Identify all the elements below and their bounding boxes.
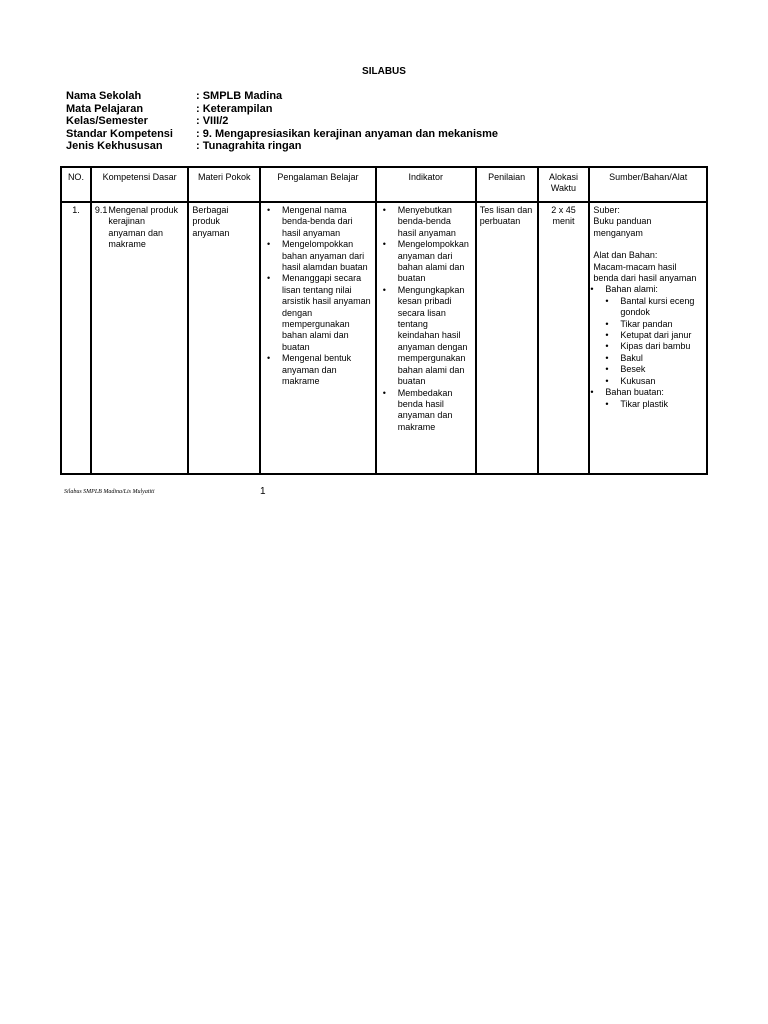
list-item: • Ketupat dari janur	[620, 330, 703, 341]
sumber-line: Buku panduan menganyam	[593, 216, 652, 238]
page-number: 1	[260, 486, 266, 497]
list-item: • Mengelompokkan bahan anyaman dari hasil alamdan buatan	[282, 239, 372, 273]
meta-value: : VIII/2	[196, 115, 229, 128]
list-item: • Mengenal bentuk anyaman dan makrame	[282, 353, 372, 387]
list-item: • Tikar plastik	[620, 399, 703, 410]
cell-materi: Berbagai produk anyaman	[188, 202, 260, 474]
kompetensi-text: Mengenal produk kerajinan anyaman dan makrame	[108, 205, 178, 250]
cell-sumber	[589, 202, 707, 474]
header-sumber: Sumber/Bahan/Alat	[589, 167, 707, 202]
footer-text: Silabus SMPLB Madina/Lis Mulyatiti	[64, 489, 155, 495]
list-item: • Mengungkapkan kesan pribadi secara lisan tentang keindahan hasil anyaman dengan mempergunakan bahan alami dan buatan	[398, 285, 472, 388]
list-item: • Tikar pandan	[620, 319, 703, 330]
header-materi: Materi Pokok	[188, 167, 260, 202]
meta-label: Nama Sekolah	[66, 90, 142, 102]
meta-value: : Tunagrahita ringan	[196, 140, 302, 153]
cell-indikator	[376, 202, 476, 474]
header-pengalaman: Pengalaman Belajar	[260, 167, 376, 202]
header-alokasi: Alokasi Waktu	[538, 167, 590, 202]
cell-alokasi: 2 x 45 menit	[538, 202, 590, 474]
cell-no: 1.	[61, 202, 91, 474]
kompetensi-number: 9.1	[94, 205, 108, 215]
meta-row	[66, 128, 498, 141]
list-item: • Bakul	[620, 353, 703, 364]
meta-value: : Keterampilan	[196, 102, 273, 115]
sumber-line: Macam-macam hasil benda dari hasil anyaman	[593, 261, 697, 284]
list-item	[605, 284, 703, 387]
table-header-row	[61, 167, 707, 202]
meta-label: Mata Pelajaran	[66, 102, 144, 115]
document-meta	[66, 90, 498, 153]
cell-penilaian: Tes lisan dan perbuatan	[476, 202, 538, 474]
meta-label: Kelas/Semester	[66, 115, 148, 128]
table-row	[61, 202, 707, 474]
list-item	[605, 387, 703, 410]
sumber-line: Suber:	[593, 205, 620, 215]
meta-row	[66, 103, 498, 116]
cell-kompetensi	[91, 202, 189, 474]
list-item: • Kipas dari bambu	[620, 341, 703, 352]
list-item: • Menyebutkan benda-benda hasil anyaman	[398, 205, 472, 239]
meta-value: : SMPLB Madina	[196, 90, 283, 102]
sumber-line: Alat dan Bahan:	[593, 250, 658, 261]
meta-value: : 9. Mengapresiasikan kerajinan anyaman dan mekanisme	[196, 127, 499, 140]
header-penilaian: Penilaian	[476, 167, 538, 202]
list-item: • Bantal kursi eceng gondok	[620, 296, 703, 319]
meta-row	[66, 115, 498, 128]
list-item: • Membedakan benda hasil anyaman dan makrame	[398, 388, 472, 434]
cell-pengalaman	[260, 202, 376, 474]
list-item: • Menanggapi secara lisan tentang nilai arsistik hasil anyaman dengan mempergunakan bahan alami dan buatan	[282, 273, 372, 353]
list-item: • Besek	[620, 364, 703, 375]
meta-row	[66, 90, 498, 103]
list-item: • Mengenal nama benda-benda dari hasil anyaman	[282, 205, 372, 239]
list-item: • Kukusan	[620, 376, 703, 387]
alami-label: Bahan alami:	[605, 284, 658, 295]
buatan-label: Bahan buatan:	[605, 387, 664, 398]
meta-label: Jenis Kekhususan	[66, 140, 163, 153]
meta-label: Standar Kompetensi	[66, 127, 173, 140]
header-no: NO.	[61, 167, 91, 202]
header-indikator: Indikator	[376, 167, 476, 202]
list-item: • Mengelompokkan anyaman dari bahan alami dan buatan	[398, 239, 472, 285]
syllabus-table	[60, 166, 708, 475]
header-kompetensi: Kompetensi Dasar	[91, 167, 189, 202]
meta-row	[66, 140, 498, 153]
document-title: SILABUS	[362, 66, 406, 77]
